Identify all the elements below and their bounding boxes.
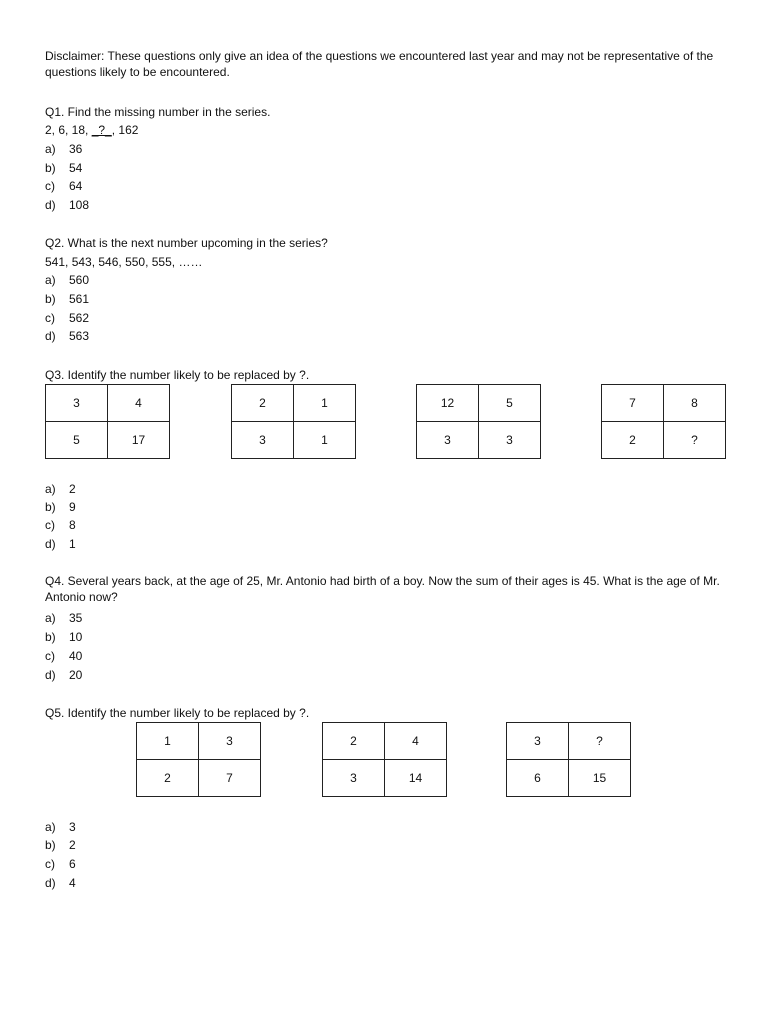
q5-option-d[interactable] xyxy=(45,875,76,891)
grid-cell: 5 xyxy=(479,385,541,422)
grid-cell: 3 xyxy=(479,422,541,459)
grid-cell: 5 xyxy=(46,422,108,459)
option-value: 40 xyxy=(69,649,83,663)
grid-cell: ? xyxy=(664,422,726,459)
grid-cell: 2 xyxy=(602,422,664,459)
option-value: 36 xyxy=(69,142,83,156)
grid-cell: 3 xyxy=(417,422,479,459)
grid-cell: 1 xyxy=(137,723,199,760)
grid-cell: 4 xyxy=(385,723,447,760)
grid-cell: 1 xyxy=(294,385,356,422)
q3-grid-3 xyxy=(416,384,541,459)
grid-cell: 17 xyxy=(108,422,170,459)
option-letter: a) xyxy=(45,482,56,496)
option-value: 54 xyxy=(69,161,83,175)
q4-option-d[interactable] xyxy=(45,667,82,683)
option-value: 6 xyxy=(69,857,76,871)
grid-cell: 8 xyxy=(664,385,726,422)
option-value: 9 xyxy=(69,500,76,514)
grid-cell: 2 xyxy=(137,760,199,797)
q3-grid-2 xyxy=(231,384,356,459)
q1-series xyxy=(45,122,138,138)
option-value: 3 xyxy=(69,820,76,834)
q5-option-c[interactable] xyxy=(45,856,76,872)
option-value: 8 xyxy=(69,518,76,532)
q2-option-b[interactable] xyxy=(45,291,89,307)
q2-series: 541, 543, 546, 550, 555, …… xyxy=(45,255,203,269)
option-value: 2 xyxy=(69,482,76,496)
q3-question: Q3. Identify the number likely to be replaced by ?. xyxy=(45,368,310,382)
option-value: 4 xyxy=(69,876,76,890)
q2-option-a[interactable] xyxy=(45,272,89,288)
option-letter: c) xyxy=(45,311,55,325)
grid-cell: 12 xyxy=(417,385,479,422)
q3-option-b[interactable] xyxy=(45,499,76,515)
option-letter: d) xyxy=(45,329,56,343)
q5-grid-1 xyxy=(136,722,261,797)
q5-question: Q5. Identify the number likely to be replaced by ?. xyxy=(45,706,310,720)
q3-option-c[interactable] xyxy=(45,517,76,533)
grid-cell: 15 xyxy=(569,760,631,797)
option-value: 35 xyxy=(69,611,83,625)
q1-option-a[interactable] xyxy=(45,141,82,157)
option-value: 562 xyxy=(69,311,90,325)
q5-option-b[interactable] xyxy=(45,837,76,853)
q1-series-start: 2, 6, 18, xyxy=(45,123,92,137)
q4-option-b[interactable] xyxy=(45,629,82,645)
q1-series-blank: _?_ xyxy=(91,123,112,137)
option-letter: a) xyxy=(45,820,56,834)
option-letter: b) xyxy=(45,630,56,644)
q2-option-d[interactable] xyxy=(45,328,89,344)
grid-cell: 3 xyxy=(507,723,569,760)
option-letter: a) xyxy=(45,142,56,156)
q3-option-d[interactable] xyxy=(45,536,76,552)
q1-option-b[interactable] xyxy=(45,160,82,176)
grid-cell: 3 xyxy=(232,422,294,459)
option-letter: a) xyxy=(45,611,56,625)
q5-grid-2 xyxy=(322,722,447,797)
q2-option-c[interactable] xyxy=(45,310,89,326)
grid-cell: ? xyxy=(569,723,631,760)
grid-cell: 7 xyxy=(199,760,261,797)
option-value: 108 xyxy=(69,198,90,212)
q4-question: Q4. Several years back, at the age of 25, Mr. Antonio had birth of a boy. Now the sum of their ages is 45. What is the age of Mr. Antonio now? xyxy=(45,574,720,604)
option-value: 20 xyxy=(69,668,83,682)
grid-cell: 2 xyxy=(232,385,294,422)
option-letter: d) xyxy=(45,198,56,212)
option-value: 2 xyxy=(69,838,76,852)
option-letter: a) xyxy=(45,273,56,287)
option-letter: b) xyxy=(45,500,56,514)
grid-cell: 3 xyxy=(199,723,261,760)
q4-option-a[interactable] xyxy=(45,610,82,626)
option-letter: b) xyxy=(45,161,56,175)
q1-option-c[interactable] xyxy=(45,178,82,194)
grid-cell: 14 xyxy=(385,760,447,797)
q1-option-d[interactable] xyxy=(45,197,89,213)
option-letter: c) xyxy=(45,649,55,663)
grid-cell: 3 xyxy=(323,760,385,797)
option-value: 1 xyxy=(69,537,76,551)
grid-cell: 2 xyxy=(323,723,385,760)
option-letter: c) xyxy=(45,857,55,871)
option-letter: d) xyxy=(45,876,56,890)
q5-grid-3 xyxy=(506,722,631,797)
q4-option-c[interactable] xyxy=(45,648,82,664)
grid-cell: 1 xyxy=(294,422,356,459)
disclaimer-text: Disclaimer: These questions only give an idea of the questions we encountered last year and may not be representative of the questions likely to be encountered. xyxy=(45,49,714,79)
option-letter: d) xyxy=(45,537,56,551)
q3-grid-1 xyxy=(45,384,170,459)
option-value: 64 xyxy=(69,179,83,193)
q2-question: Q2. What is the next number upcoming in the series? xyxy=(45,236,328,250)
q1-question: Q1. Find the missing number in the series. xyxy=(45,105,271,119)
option-letter: b) xyxy=(45,838,56,852)
grid-cell: 7 xyxy=(602,385,664,422)
q1-series-end: , 162 xyxy=(111,123,139,137)
q3-grid-4 xyxy=(601,384,726,459)
grid-cell: 3 xyxy=(46,385,108,422)
option-value: 563 xyxy=(69,329,90,343)
option-letter: c) xyxy=(45,179,55,193)
q3-option-a[interactable] xyxy=(45,481,76,497)
option-value: 10 xyxy=(69,630,83,644)
option-value: 561 xyxy=(69,292,90,306)
option-letter: d) xyxy=(45,668,56,682)
grid-cell: 6 xyxy=(507,760,569,797)
option-value: 560 xyxy=(69,273,90,287)
q5-option-a[interactable] xyxy=(45,819,76,835)
option-letter: b) xyxy=(45,292,56,306)
grid-cell: 4 xyxy=(108,385,170,422)
option-letter: c) xyxy=(45,518,55,532)
